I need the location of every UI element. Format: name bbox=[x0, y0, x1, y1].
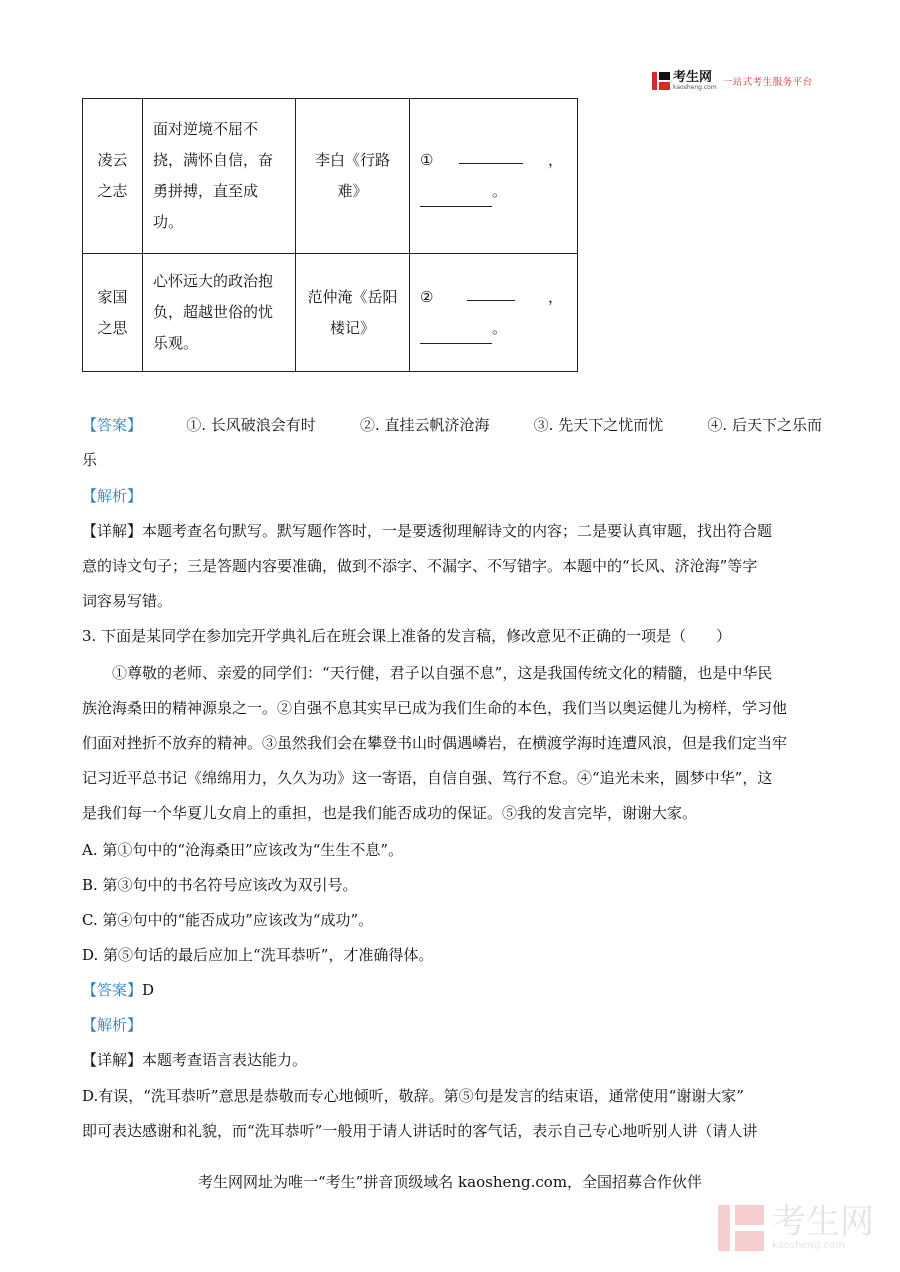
answer-item: ②. 直挂云帆济沧海 bbox=[359, 416, 490, 434]
q2-answer-line bbox=[82, 408, 822, 442]
meaning-cell: 心怀远大的政治抱 负，超越世俗的忧 乐观。 bbox=[143, 254, 296, 372]
logo-mark-icon bbox=[652, 72, 670, 90]
logo-domain: kaosheng.com bbox=[673, 84, 717, 91]
watermark bbox=[718, 1202, 874, 1251]
explain-line: 即可表达感谢和礼貌，而“洗耳恭听”一般用于请人讲话时的客气话，表示自己专心地听别人讲（请人讲 bbox=[82, 1122, 758, 1140]
answer-item: ④. 后天下之乐而 bbox=[707, 416, 822, 434]
blank-marker: ② bbox=[420, 287, 434, 306]
logo-slogan: 一站式考生服务平台 bbox=[722, 77, 813, 88]
analysis-tag: 【解析】 bbox=[82, 1016, 143, 1034]
answer-tag: 【答案】 bbox=[82, 416, 143, 434]
source-cell: 范仲淹《岳阳 楼记》 bbox=[296, 254, 410, 372]
detail-line: 意的诗文句子；三是答题内容要准确，做到不添字、不漏字、不写错字。本题中的“长风、济沧海”等字 bbox=[82, 557, 758, 575]
blank-marker: ① bbox=[420, 151, 434, 169]
site-logo bbox=[652, 70, 813, 92]
option-c: C. 第④句中的“能否成功”应该改为“成功”。 bbox=[82, 911, 374, 929]
explain-line: D.有误，“洗耳恭听”意思是恭敬而专心地倾听，敬辞。第⑤句是发言的结束语，通常使用“谢谢大家” bbox=[82, 1087, 744, 1105]
answer-cell: ② ， 。 bbox=[410, 254, 578, 372]
answer-value: D bbox=[142, 981, 155, 999]
q3-stem: 3. 下面是某同学在参加完开学典礼后在班会课上准备的发言稿，修改意见不正确的一项是（ ） bbox=[82, 627, 732, 645]
passage-line: ①尊敬的老师、亲爱的同学们：“天行健，君子以自强不息”，这是我国传统文化的精髓，也是中华民 bbox=[112, 664, 773, 682]
answer-blank[interactable] bbox=[420, 325, 492, 344]
answer-item: ③. 先天下之忧而忧 bbox=[533, 416, 664, 434]
theme-cell: 家国 之思 bbox=[83, 254, 143, 372]
detail-line: 【详解】本题考查语言表达能力。 bbox=[82, 1051, 308, 1069]
analysis-tag: 【解析】 bbox=[82, 487, 143, 505]
watermark-logo-icon bbox=[718, 1205, 764, 1251]
source-cell: 李白《行路 难》 bbox=[296, 99, 410, 254]
watermark-domain: kaosheng.com bbox=[772, 1240, 845, 1251]
poem-table bbox=[82, 98, 578, 372]
meaning-cell: 面对逆境不屈不 挠，满怀自信，奋 勇拼搏，直至成 功。 bbox=[143, 99, 296, 254]
page-footer: 考生网网址为唯一“考生”拼音顶级域名 kaosheng.com，全国招募合作伙伴 bbox=[197, 1173, 703, 1191]
answer-blank[interactable] bbox=[420, 188, 492, 207]
answer-cell: ① ， 。 bbox=[410, 99, 578, 254]
passage-line: 们面对挫折不放弃的精神。③虽然我们会在攀登书山时偶遇嶙岩，在横渡学海时连遭风浪，但是我们定当牢 bbox=[82, 734, 788, 752]
option-d: D. 第⑤句话的最后应加上“洗耳恭听”，才准确得体。 bbox=[82, 946, 434, 964]
watermark-name: 考生网 bbox=[772, 1202, 874, 1242]
passage-line: 是我们每一个华夏儿女肩上的重担，也是我们能否成功的保证。⑤我的发言完毕，谢谢大家。 bbox=[82, 804, 698, 822]
answer-tail: 乐 bbox=[82, 451, 98, 469]
passage-line: 族沧海桑田的精神源泉之一。②自强不息其实早已成为我们生命的本色，我们当以奥运健儿为榜样，学习他 bbox=[82, 699, 788, 717]
answer-item: ①. 长风破浪会有时 bbox=[186, 416, 316, 434]
answer-tag: 【答案】 bbox=[82, 981, 143, 999]
answer-blank[interactable] bbox=[467, 282, 515, 301]
table-row bbox=[83, 99, 578, 254]
detail-line: 词容易写错。 bbox=[82, 592, 173, 610]
option-b: B. 第③句中的书名符号应该改为双引号。 bbox=[82, 876, 358, 894]
passage-line: 记习近平总书记《绵绵用力，久久为功》这一寄语，自信自强、笃行不怠。④“追光未来，圆梦中华”，这 bbox=[82, 769, 773, 787]
logo-name: 考生网 bbox=[673, 70, 713, 85]
option-a: A. 第①句中的“沧海桑田”应该改为“生生不息”。 bbox=[82, 841, 404, 859]
table-row bbox=[83, 254, 578, 372]
q3-answer-line bbox=[82, 973, 822, 1007]
theme-cell: 凌云 之志 bbox=[83, 99, 143, 254]
detail-line: 【详解】本题考查名句默写。默写题作答时，一是要透彻理解诗文的内容；二是要认真审题，找出符合题 bbox=[82, 522, 773, 540]
answer-blank[interactable] bbox=[459, 145, 523, 164]
